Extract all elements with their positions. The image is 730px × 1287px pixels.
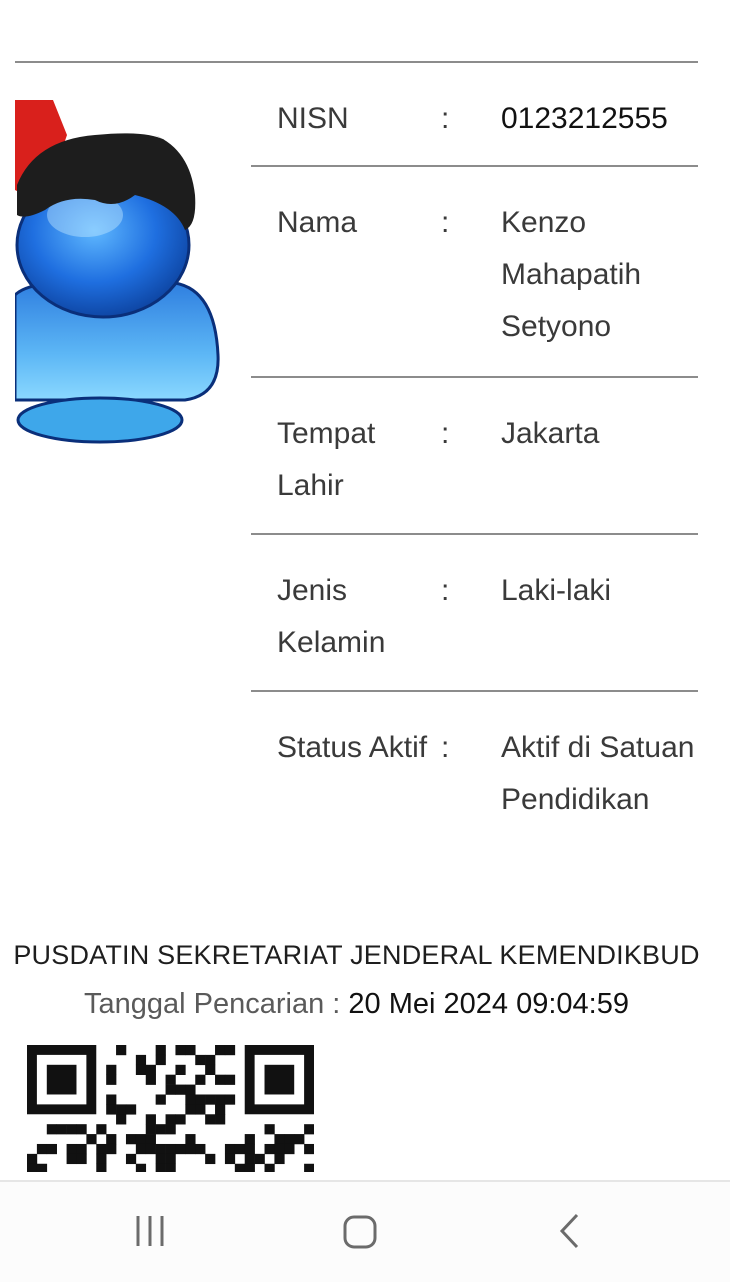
separator: :: [441, 417, 450, 450]
separator: :: [441, 574, 450, 607]
label-jenis-kelamin: Jenis Kelamin: [277, 574, 386, 659]
value-tempat-lahir: Jakarta: [501, 417, 600, 450]
row-nama: [251, 167, 698, 378]
label-status-aktif: Status Aktif: [277, 731, 428, 764]
student-info-table: [251, 63, 698, 902]
label-nisn: NISN: [277, 102, 349, 135]
row-status-aktif: [251, 692, 698, 902]
row-nisn: [251, 63, 698, 167]
search-date: [0, 988, 713, 1021]
home-icon[interactable]: [330, 1202, 390, 1262]
user-avatar-icon: [15, 95, 225, 455]
label-tempat-lahir: Tempat Lahir: [277, 417, 376, 502]
recent-apps-icon[interactable]: [120, 1202, 180, 1262]
separator: :: [441, 102, 450, 135]
value-status-aktif: Aktif di Satuan Pendidikan: [501, 731, 695, 816]
search-date-value: 20 Mei 2024 09:04:59: [348, 988, 629, 1020]
separator: :: [441, 731, 450, 764]
value-jenis-kelamin: Laki-laki: [501, 574, 612, 607]
organization-name: PUSDATIN SEKRETARIAT JENDERAL KEMENDIKBUD: [13, 940, 700, 970]
search-date-label: Tanggal Pencarian :: [84, 988, 341, 1020]
value-nama: Kenzo Mahapatih Setyono: [501, 206, 642, 343]
separator: :: [441, 206, 450, 239]
row-jenis-kelamin: [251, 535, 698, 692]
back-icon[interactable]: [540, 1202, 600, 1262]
label-nama: Nama: [277, 206, 358, 239]
value-nisn: 0123212555: [501, 102, 668, 135]
row-tempat-lahir: [251, 378, 698, 535]
system-nav-bar: [0, 1180, 730, 1282]
qr-code: [27, 1045, 314, 1172]
